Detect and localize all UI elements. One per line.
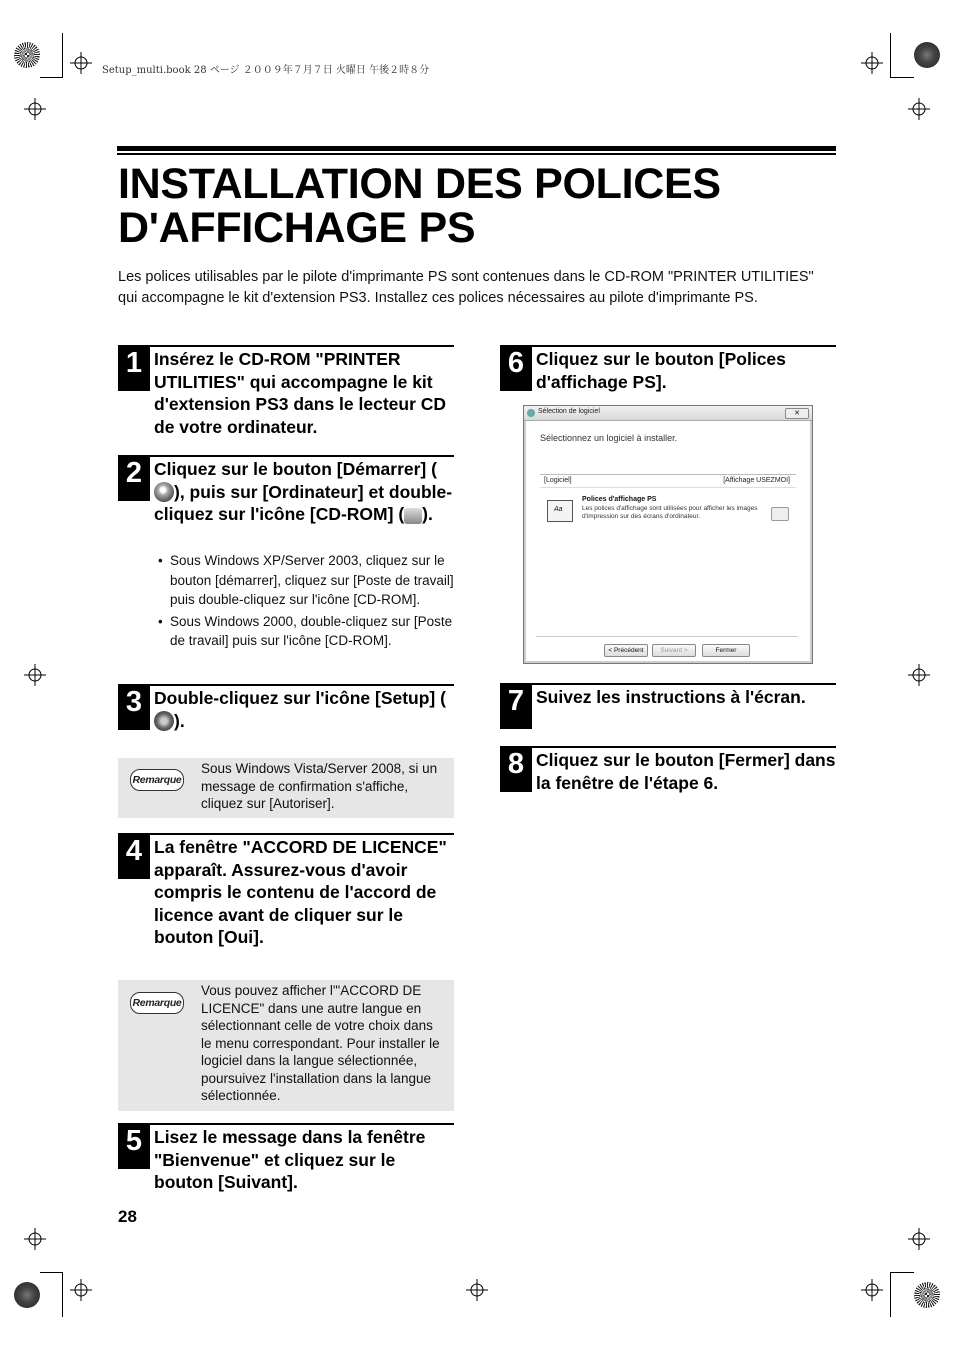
- crop-mark: [40, 1272, 63, 1273]
- registration-mark-icon: [861, 52, 883, 74]
- step-number: 3: [118, 684, 150, 730]
- note-box: [118, 980, 454, 1111]
- registration-mark-icon: [908, 1228, 930, 1250]
- registration-mark-icon: [861, 1279, 883, 1301]
- registration-mark-icon: [24, 664, 46, 686]
- step-number: 6: [500, 345, 532, 391]
- window-titlebar: [524, 406, 812, 421]
- step-text: Cliquez sur le bouton [Démarrer] (), puis sur [Ordinateur] et double-cliquez sur l'icône [CD-ROM] ( ).: [154, 459, 453, 524]
- step-number: 2: [118, 455, 150, 501]
- color-rosette-icon: [914, 1282, 940, 1308]
- step-number: 4: [118, 833, 150, 879]
- divider: [536, 636, 798, 637]
- back-button[interactable]: < Précédent: [604, 644, 648, 657]
- title-rule: [117, 153, 836, 155]
- readme-header: [Affichage USEZMOI]: [723, 477, 790, 484]
- page-title: INSTALLATION DES POLICES D'AFFICHAGE PS: [118, 160, 721, 252]
- readme-button[interactable]: [771, 507, 789, 521]
- close-window-button[interactable]: Fermer: [702, 644, 750, 657]
- step-1: [118, 345, 454, 445]
- registration-mark-icon: [908, 664, 930, 686]
- step-text: La fenêtre "ACCORD DE LICENCE" apparaît. Assurez-vous d'avoir compris le contenu de l'accord de licence avant de cliquer sur le bouton [Oui].: [154, 837, 447, 947]
- step-text: Double-cliquez sur l'icône [Setup] ().: [154, 688, 446, 731]
- step-text: Cliquez sur le bouton [Polices d'affichage PS].: [536, 349, 786, 392]
- registration-mark-icon: [24, 1228, 46, 1250]
- color-rosette-icon: [14, 1282, 40, 1308]
- crop-mark: [890, 33, 891, 78]
- window-prompt: Sélectionnez un logiciel à installer.: [540, 433, 678, 443]
- item-description: Les polices d'affichage sont utilisées pour afficher les images d'impression sur des écrans d'ordinateur.: [582, 505, 758, 520]
- divider: [540, 474, 796, 475]
- step-number: 1: [118, 345, 150, 391]
- step-text: Lisez le message dans la fenêtre "Bienvenue" et cliquez sur le bouton [Suivant].: [154, 1127, 426, 1192]
- crop-mark: [62, 1272, 63, 1317]
- step-2-bullets: [155, 551, 455, 653]
- remarque-badge: Remarque: [130, 992, 184, 1014]
- note-text: Vous pouvez afficher l'"ACCORD DE LICENCE" dans une autre langue en sélectionnant celle de votre choix dans le menu correspondant. Pour installer le logiciel dans la langue sélectionnée, poursuivez l'installation dans la langue sélectionnée.: [201, 983, 440, 1103]
- registration-mark-icon: [70, 1279, 92, 1301]
- crop-mark: [890, 1272, 914, 1273]
- crop-mark: [40, 77, 63, 78]
- registration-mark-icon: [908, 98, 930, 120]
- note-box: [118, 758, 454, 818]
- app-icon: [527, 409, 535, 417]
- crop-mark: [62, 33, 63, 78]
- list-item: • Sous Windows XP/Server 2003, cliquez sur le bouton [démarrer], cliquez sur [Poste de travail] puis double-cliquez sur l'icône [CD-ROM].: [155, 551, 455, 610]
- note-text: Sous Windows Vista/Server 2008, si un message de confirmation s'affiche, cliquez sur [Autoriser].: [201, 761, 438, 811]
- registration-mark-icon: [24, 98, 46, 120]
- intro-paragraph: Les polices utilisables par le pilote d'imprimante PS sont contenues dans le CD-ROM "PRINTER UTILITIES" qui accompagne le kit d'extension PS3. Installez ces polices nécessaires au pilote d'imprimante PS.: [118, 269, 814, 306]
- remarque-badge: Remarque: [130, 769, 184, 791]
- step-text: Suivez les instructions à l'écran.: [536, 687, 806, 707]
- divider: [540, 487, 796, 488]
- step-number: 8: [500, 746, 532, 792]
- step-2: [118, 455, 454, 555]
- list-item: • Sous Windows 2000, double-cliquez sur [Poste de travail] puis sur l'icône [CD-ROM].: [155, 612, 455, 651]
- crop-mark: [890, 77, 914, 78]
- page-number: 28: [118, 1207, 137, 1226]
- setup-icon: [154, 711, 174, 731]
- step-text: Insérez le CD-ROM "PRINTER UTILITIES" qui accompagne le kit d'extension PS3 dans le lecteur CD de votre ordinateur.: [154, 349, 447, 437]
- close-button[interactable]: ✕: [785, 408, 809, 419]
- ps-fonts-button[interactable]: [547, 500, 573, 522]
- crop-mark: [890, 1272, 891, 1317]
- step-number: 5: [118, 1123, 150, 1169]
- next-button[interactable]: Suivant >: [652, 644, 696, 657]
- registration-mark-icon: [70, 52, 92, 74]
- step-text: Cliquez sur le bouton [Fermer] dans la fenêtre de l'étape 6.: [536, 750, 836, 793]
- step-7: [500, 683, 836, 729]
- title-rule: [117, 146, 836, 151]
- color-rosette-icon: [14, 42, 40, 68]
- step-5: [118, 1123, 454, 1198]
- step-6: [500, 345, 836, 400]
- step-8: [500, 746, 836, 796]
- software-selection-window: [523, 405, 813, 664]
- item-title: Polices d'affichage PS: [582, 496, 657, 503]
- software-header: [Logiciel]: [544, 477, 572, 484]
- step-number: 7: [500, 683, 532, 729]
- step-3: [118, 684, 454, 734]
- start-button-icon: [154, 482, 174, 502]
- registration-mark-icon: [466, 1279, 488, 1301]
- step-4: [118, 833, 454, 973]
- color-rosette-icon: [914, 42, 940, 68]
- printer-slug-line: Setup_multi.book 28 ページ ２００９年７月７日 火曜日 午後２時８分: [102, 65, 430, 76]
- window-title: Sélection de logiciel: [538, 408, 600, 415]
- cd-rom-icon: [404, 508, 422, 524]
